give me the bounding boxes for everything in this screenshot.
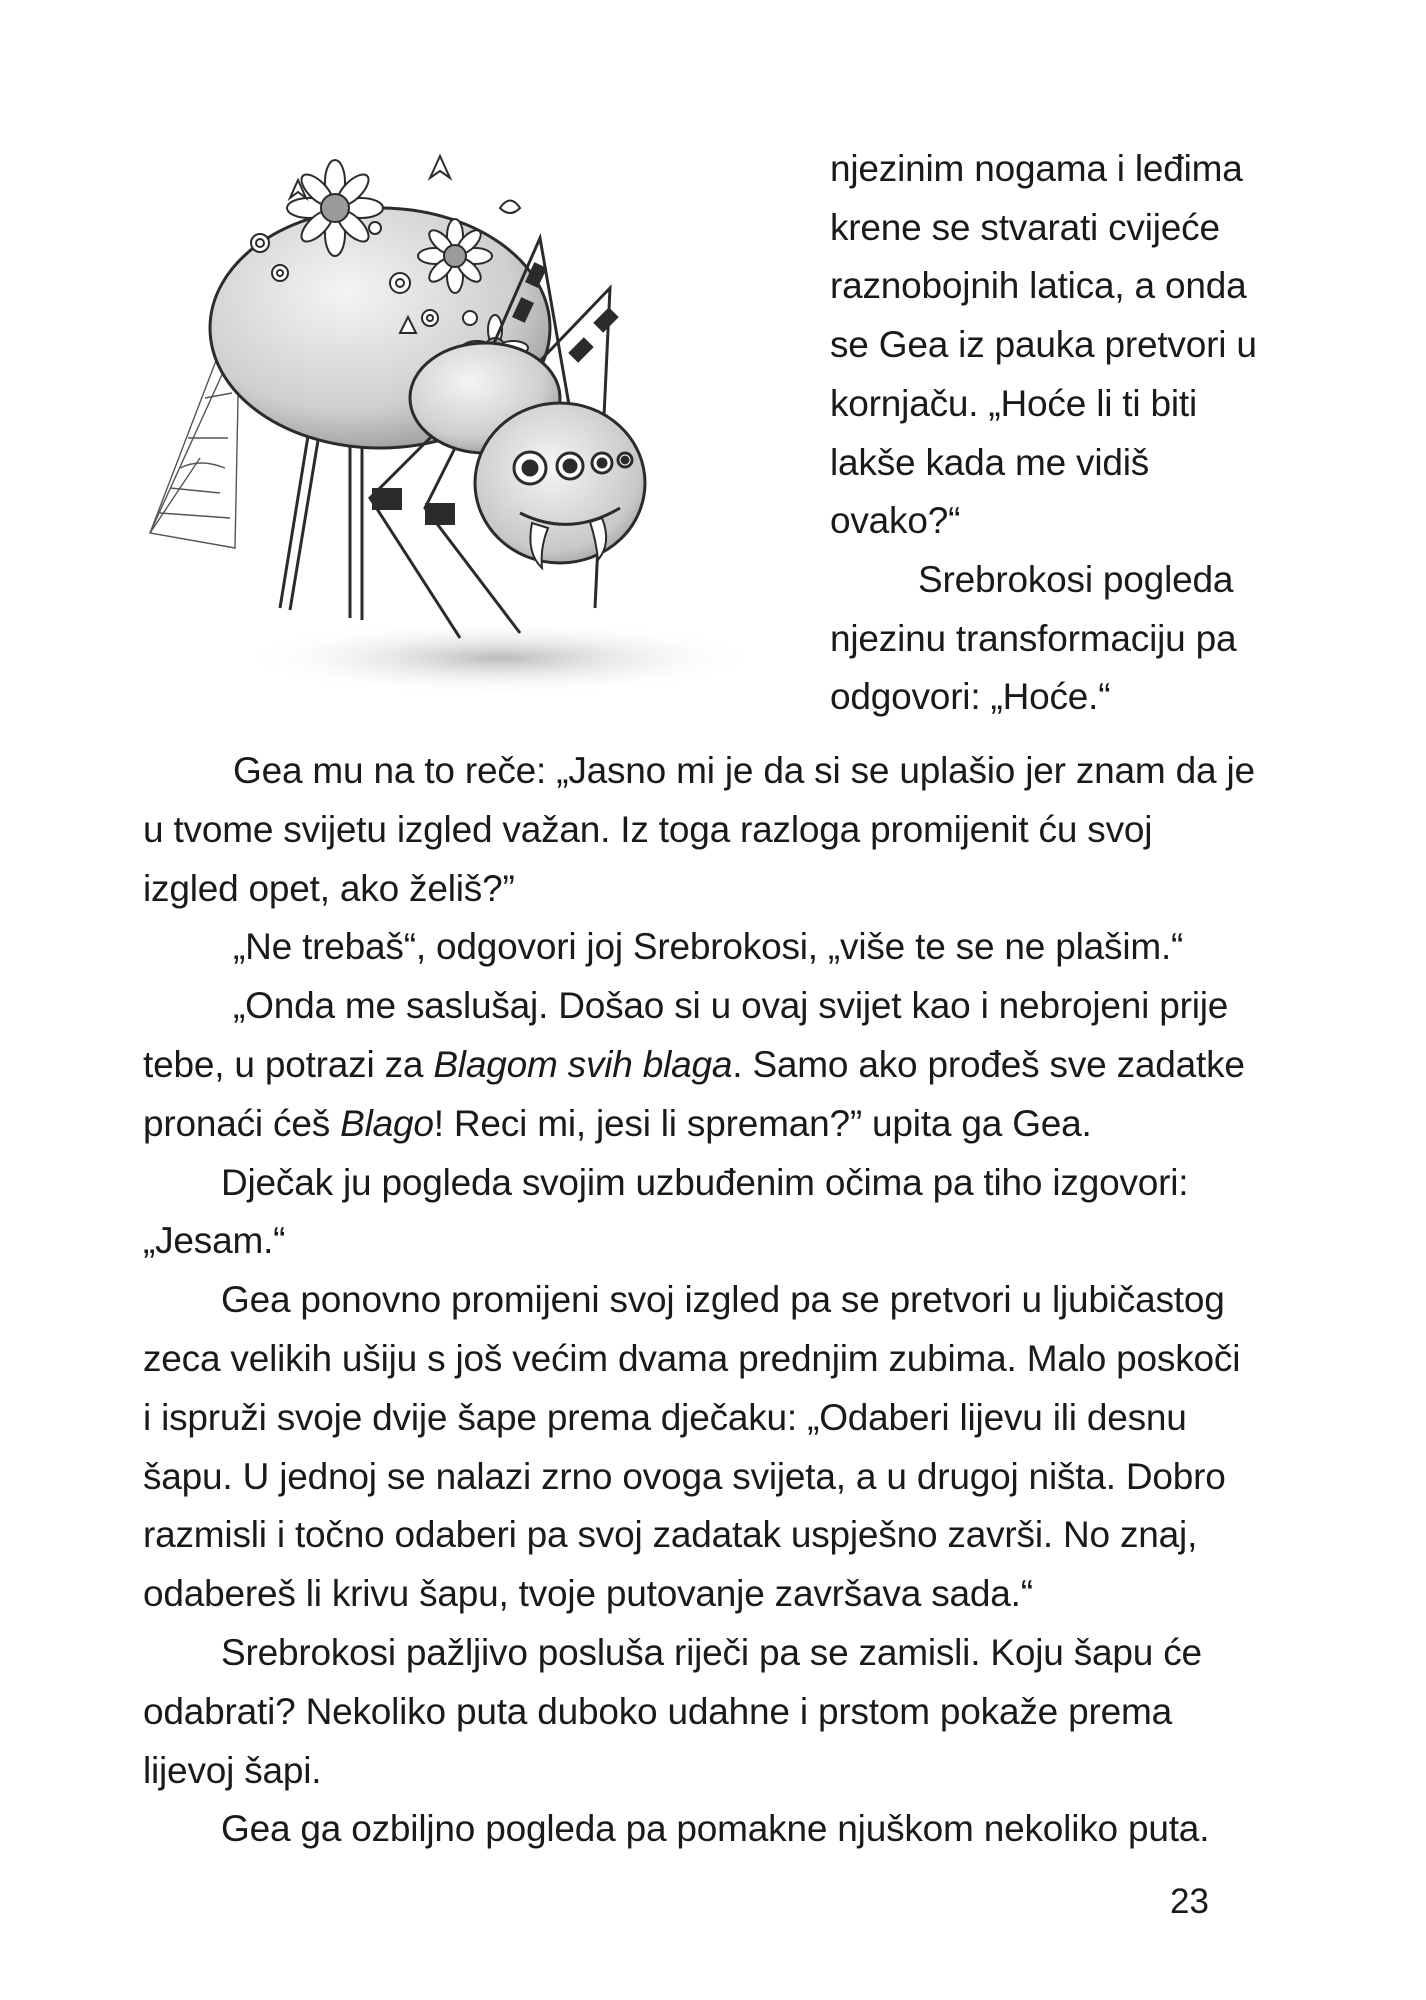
text-line: krene se stvarati cvijeće — [830, 206, 1220, 248]
text-line — [143, 1095, 1303, 1154]
text-fragment: . Samo ako prođeš sve zadatke — [732, 1043, 1245, 1085]
text-line: i ispruži svoje dvije šape prema dječaku: „Odaberi lijevu ili desnu — [143, 1396, 1187, 1438]
ground-shadow — [240, 620, 760, 696]
text-fragment: ! Reci mi, jesi li spreman?” upita ga Gea. — [433, 1102, 1092, 1144]
text-line: Dječak ju pogleda svojim uzbuđenim očima pa tiho izgovori: — [221, 1161, 1189, 1203]
text-line: lakše kada me vidiš — [830, 441, 1150, 483]
spider-head — [475, 403, 645, 563]
text-line: Srebrokosi pogleda — [918, 558, 1234, 600]
text-line: Gea ga ozbiljno pogleda pa pomakne njuškom nekoliko puta. — [221, 1808, 1210, 1850]
text-line: odabrati? Nekoliko puta duboko udahne i prstom pokaže prema — [143, 1690, 1172, 1732]
text-line — [143, 1036, 1303, 1095]
text-line: njezinu transformaciju pa — [830, 617, 1237, 659]
text-line: izgled opet, ako želiš?” — [143, 867, 515, 909]
text-line: zeca velikih ušiju s još većim dvama prednjim zubima. Malo poskoči — [143, 1337, 1241, 1379]
text-line: „Ne trebaš“, odgovori joj Srebrokosi, „više te se ne plašim.“ — [233, 926, 1184, 968]
text-line: razmisli i točno odaberi pa svoj zadatak uspješno završi. No znaj, — [143, 1514, 1198, 1556]
spider-illustration — [140, 138, 770, 708]
text-line: odgovori: „Hoće.“ — [830, 676, 1111, 718]
italic-title: Blago — [340, 1102, 434, 1144]
body-text — [143, 742, 1303, 1859]
text-line: u tvome svijetu izgled važan. Iz toga razloga promijenit ću svoj — [143, 808, 1153, 850]
text-line: Gea ponovno promijeni svoj izgled pa se pretvori u ljubičastog — [221, 1279, 1225, 1321]
page-number: 23 — [1170, 1882, 1209, 1921]
text-line: kornjaču. „Hoće li ti biti — [830, 382, 1197, 424]
text-fragment: pronaći ćeš — [143, 1102, 341, 1144]
italic-title: Blagom svih blaga — [433, 1043, 733, 1085]
text-line: šapu. U jednoj se nalazi zrno ovoga svijeta, a u drugoj ništa. Dobro — [143, 1455, 1226, 1497]
text-line: „Onda me saslušaj. Došao si u ovaj svijet kao i nebrojeni prije — [233, 985, 1229, 1027]
text-line: raznobojnih latica, a onda — [830, 265, 1247, 307]
text-line: odabereš li krivu šapu, tvoje putovanje završava sada.“ — [143, 1573, 1033, 1615]
text-line: ovako?“ — [830, 500, 961, 542]
wrapped-text — [830, 140, 1300, 727]
text-line: Srebrokosi pažljivo posluša riječi pa se zamisli. Koju šapu će — [221, 1631, 1202, 1673]
text-line: lijevoj šapi. — [143, 1749, 322, 1791]
text-line: njezinim nogama i leđima — [830, 148, 1243, 189]
text-line: „Jesam.“ — [143, 1220, 286, 1262]
text-fragment: tebe, u potrazi za — [143, 1043, 434, 1085]
text-line: se Gea iz pauka pretvori u — [830, 324, 1257, 366]
text-line: Gea mu na to reče: „Jasno mi je da si se uplašio jer znam da je — [233, 750, 1255, 791]
